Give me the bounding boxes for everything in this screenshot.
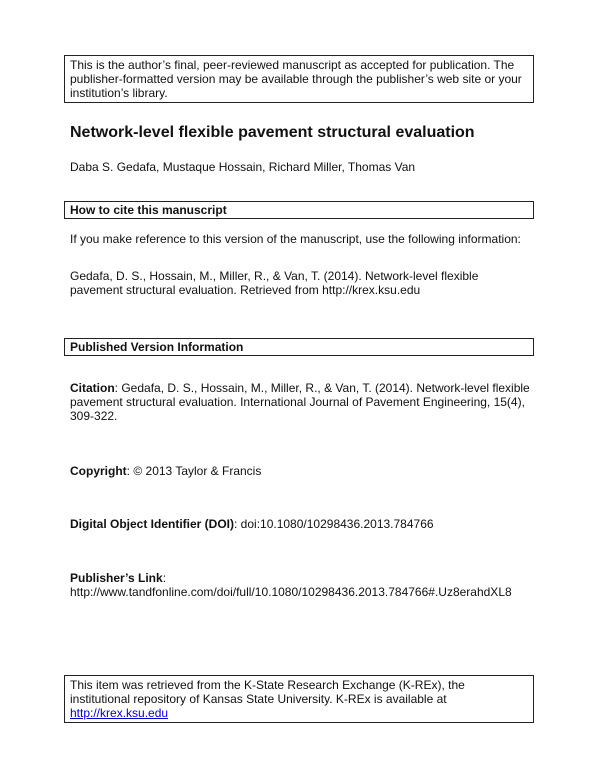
copyright-block bbox=[70, 464, 540, 478]
publisher-link-colon: : bbox=[162, 571, 167, 585]
krex-footer bbox=[64, 675, 534, 723]
publisher-link-label: Publisher’s Link bbox=[70, 571, 163, 585]
cite-reference: Gedafa, D. S., Hossain, M., Miller, R., & Van, T. (2014). Network-level flexible pavement structural evaluation. Retrieved from http://krex.ksu.edu bbox=[70, 269, 479, 297]
krex-link[interactable]: http://krex.ksu.edu bbox=[70, 706, 169, 720]
doi-block bbox=[70, 517, 540, 531]
notice-text: This is the author’s final, peer-reviewed manuscript as accepted for publication. The publisher-formatted version may be available through the publisher’s web site or your institution’s library. bbox=[70, 58, 522, 100]
footer-text: This item was retrieved from the K-State Research Exchange (K-REx), the institutional repository of Kansas State University. K-REx is available at bbox=[70, 678, 465, 706]
page-title: Network-level flexible pavement structural evaluation bbox=[70, 124, 475, 141]
copyright-text: : © 2013 Taylor & Francis bbox=[126, 464, 262, 478]
publisher-link-block bbox=[70, 571, 540, 599]
published-version-header bbox=[64, 338, 534, 356]
citation-block bbox=[70, 381, 530, 423]
copyright-label: Copyright bbox=[70, 464, 127, 478]
authors: Daba S. Gedafa, Mustaque Hossain, Richard Miller, Thomas Van bbox=[70, 160, 416, 174]
doi-label: Digital Object Identifier (DOI) bbox=[70, 517, 235, 531]
how-to-cite-label: How to cite this manuscript bbox=[70, 203, 227, 217]
citation-text: : Gedafa, D. S., Hossain, M., Miller, R., & Van, T. (2014). Network-level flexible pavement structural evaluation. International Journal of Pavement Engineering, 15(4), 309-322. bbox=[70, 381, 530, 423]
published-version-label: Published Version Information bbox=[70, 340, 244, 354]
publisher-link-url[interactable]: http://www.tandfonline.com/doi/full/10.1080/10298436.2013.784766#.Uz8erahdXL8 bbox=[70, 585, 512, 599]
how-to-cite-header bbox=[64, 201, 534, 219]
citation-label: Citation bbox=[70, 381, 115, 395]
author-manuscript-notice bbox=[64, 55, 534, 103]
doi-text: : doi:10.1080/10298436.2013.784766 bbox=[234, 517, 434, 531]
cite-intro: If you make reference to this version of the manuscript, use the following information: bbox=[70, 232, 521, 246]
